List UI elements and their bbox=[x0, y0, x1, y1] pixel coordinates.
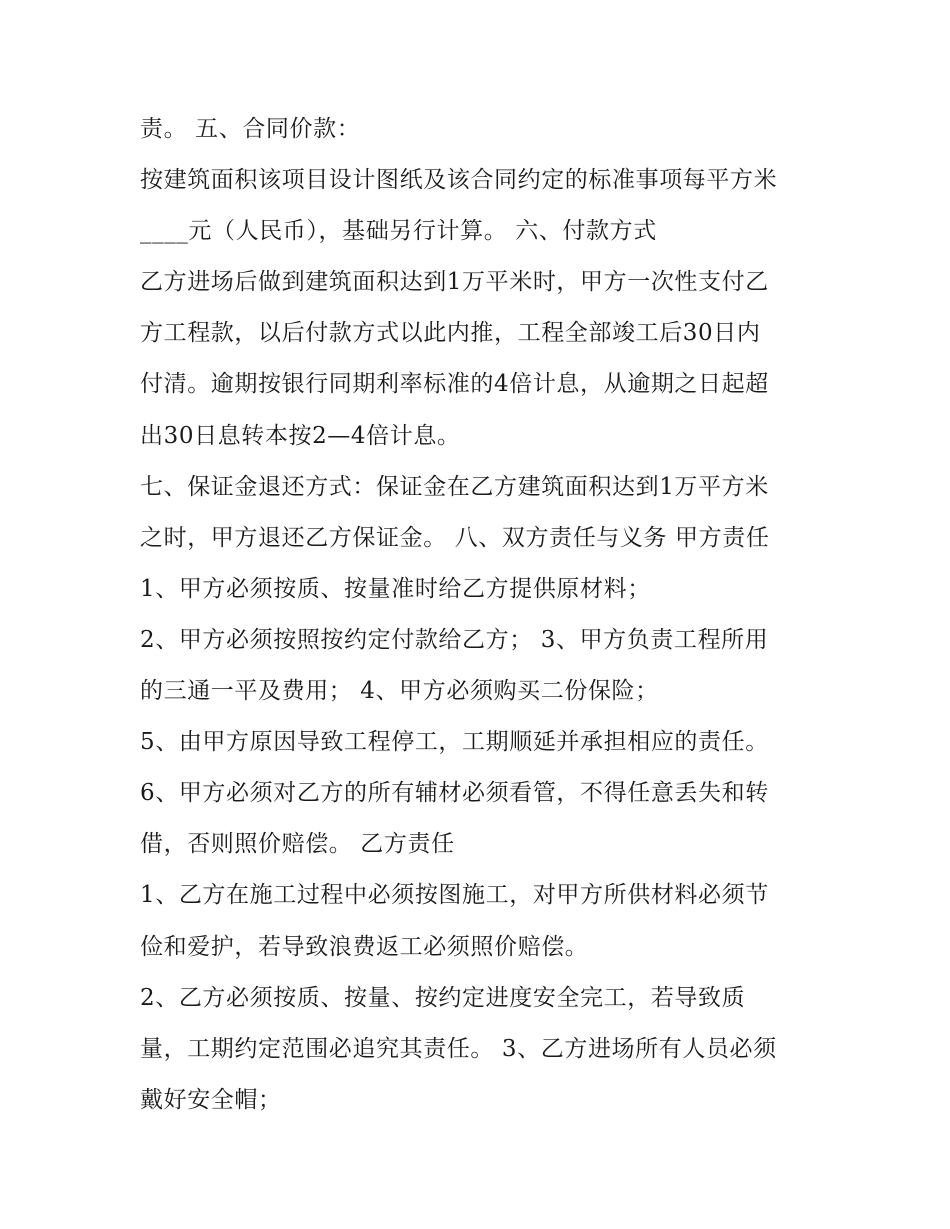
text-line: ____元（人民币），基础另行计算。 六、付款方式 bbox=[140, 218, 657, 245]
text-line: 量，工期约定范围必追究其责任。 3、乙方进场所有人员必须 bbox=[140, 1035, 777, 1062]
text-line: 6、甲方必须对乙方的所有辅材必须看管，不得任意丢失和转 bbox=[140, 780, 769, 807]
text-line: 戴好安全帽； bbox=[140, 1086, 282, 1113]
text-line: 七、保证金退还方式：保证金在乙方建筑面积达到1万平方米 bbox=[140, 473, 769, 500]
text-line: 出30日息转本按2—4倍计息。 bbox=[140, 422, 461, 449]
text-line: 俭和爱护，若导致浪费返工必须照价赔偿。 bbox=[140, 933, 589, 960]
text-line: 1、甲方必须按质、按量准时给乙方提供原材料； bbox=[140, 575, 651, 602]
document-body bbox=[140, 104, 820, 1126]
text-line: 方工程款，以后付款方式以此内推，工程全部竣工后30日内 bbox=[140, 320, 761, 347]
text-line: 责。 五、合同价款： bbox=[140, 116, 361, 142]
text-line: 付清。逾期按银行同期利率标准的4倍计息，从逾期之日起超 bbox=[140, 371, 769, 398]
text-line: 2、甲方必须按照按约定付款给乙方； 3、甲方负责工程所用 bbox=[140, 626, 769, 653]
text-line: 乙方进场后做到建筑面积达到1万平米时，甲方一次性支付乙 bbox=[140, 269, 769, 296]
text-line: 1、乙方在施工过程中必须按图施工，对甲方所供材料必须节 bbox=[140, 882, 769, 909]
text-line: 5、由甲方原因导致工程停工，工期顺延并承担相应的责任。 bbox=[140, 729, 769, 756]
text-line: 按建筑面积该项目设计图纸及该合同约定的标准事项每平方米 bbox=[140, 167, 778, 194]
text-line: 的三通一平及费用； 4、甲方必须购买二份保险； bbox=[140, 678, 659, 705]
text-line: 之时，甲方退还乙方保证金。 八、双方责任与义务 甲方责任 bbox=[140, 524, 770, 551]
text-line: 借，否则照价赔偿。 乙方责任 bbox=[140, 831, 455, 858]
text-line: 2、乙方必须按质、按量、按约定进度安全完工，若导致质 bbox=[140, 984, 746, 1011]
